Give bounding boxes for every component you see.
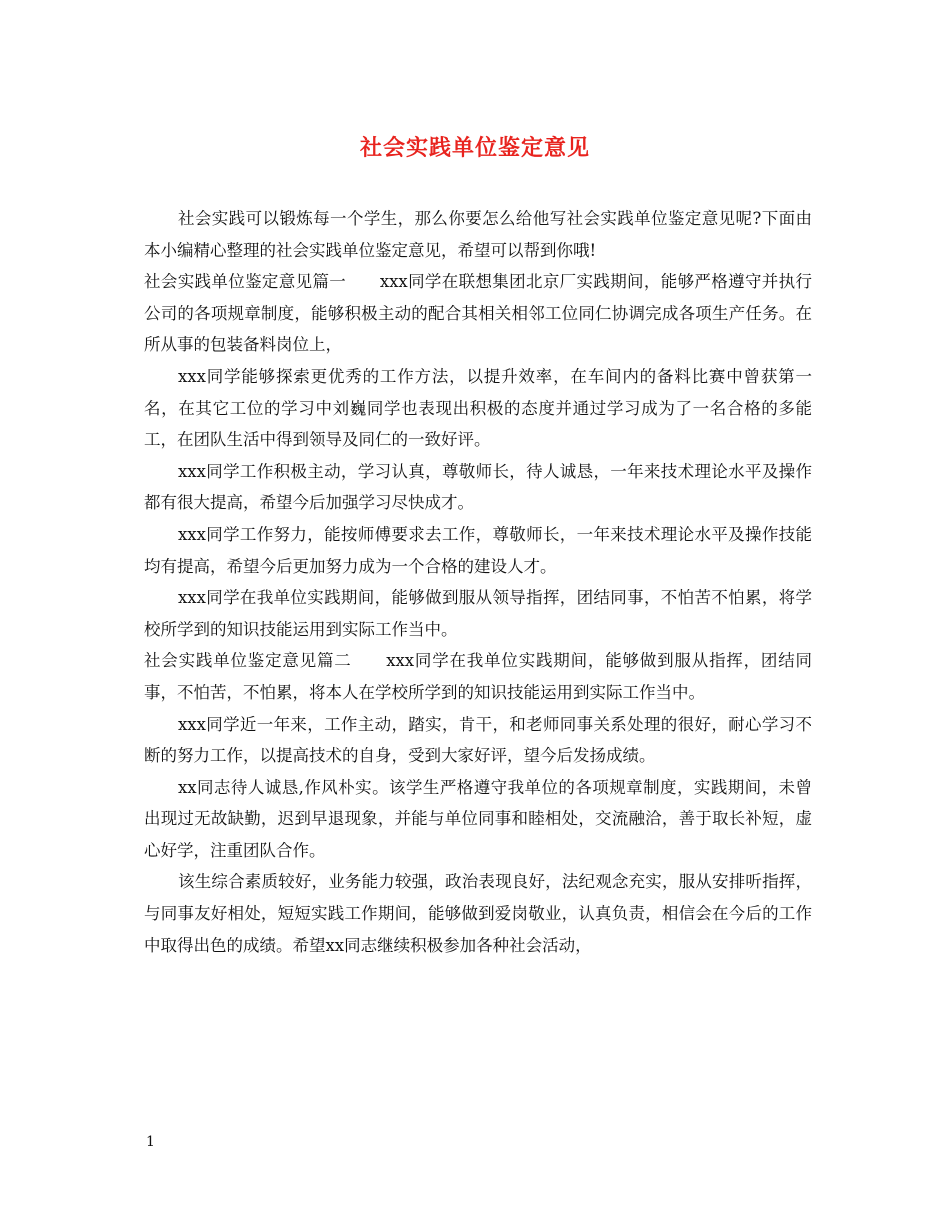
paragraph: xxx同学近一年来，工作主动，踏实，肯干，和老师同事关系处理的很好，耐心学习不断的努力工作，以提高技术的自身，受到大家好评，望今后发扬成绩。	[144, 714, 812, 766]
paragraph: 社会实践单位鉴定意见篇一 xxx同学在联想集团北京厂实践期间，能够严格遵守并执行公司的各项规章制度，能够积极主动的配合其相关相邻工位同仁协调完成各项生产任务。在所从事的包装备料岗位上，	[144, 272, 812, 355]
document-title: 社会实践单位鉴定意见	[359, 135, 590, 161]
page-number: 1	[146, 1134, 155, 1150]
paragraph: 该生综合素质较好，业务能力较强，政治表现良好，法纪观念充实，服从安排听指挥，与同事友好相处，短短实践工作期间，能够做到爱岗敬业，认真负责，相信会在今后的工作中取得出色的成绩。希望xx同志继续积极参加各种社会活动，	[144, 872, 812, 955]
paragraph: xx同志待人诚恳,作风朴实。该学生严格遵守我单位的各项规章制度，实践期间，未曾出现过无故缺勤，迟到早退现象，并能与单位同事和睦相处，交流融洽，善于取长补短，虚心好学，注重团队合作。	[144, 777, 812, 860]
document-body	[144, 203, 812, 961]
paragraph: xxx同学工作努力，能按师傅要求去工作，尊敬师长，一年来技术理论水平及操作技能均有提高，希望今后更加努力成为一个合格的建设人才。	[144, 524, 812, 576]
paragraph: 社会实践可以锻炼每一个学生，那么你要怎么给他写社会实践单位鉴定意见呢?下面由本小编精心整理的社会实践单位鉴定意见，希望可以帮到你哦!	[144, 209, 812, 260]
paragraph: xxx同学工作积极主动，学习认真，尊敬师长，待人诚恳，一年来技术理论水平及操作都有很大提高，希望今后加强学习尽快成才。	[144, 461, 812, 513]
paragraph: xxx同学能够探索更优秀的工作方法，以提升效率，在车间内的备料比赛中曾获第一名，在其它工位的学习中刘巍同学也表现出积极的态度并通过学习成为了一名合格的多能工，在团队生活中得到领导及同仁的一致好评。	[144, 366, 812, 450]
paragraph: 社会实践单位鉴定意见篇二 xxx同学在我单位实践期间，能够做到服从指挥，团结同事，不怕苦，不怕累，将本人在学校所学到的知识技能运用到实际工作当中。	[144, 651, 812, 702]
paragraph: xxx同学在我单位实践期间，能够做到服从领导指挥，团结同事，不怕苦不怕累，将学校所学到的知识技能运用到实际工作当中。	[144, 588, 812, 639]
